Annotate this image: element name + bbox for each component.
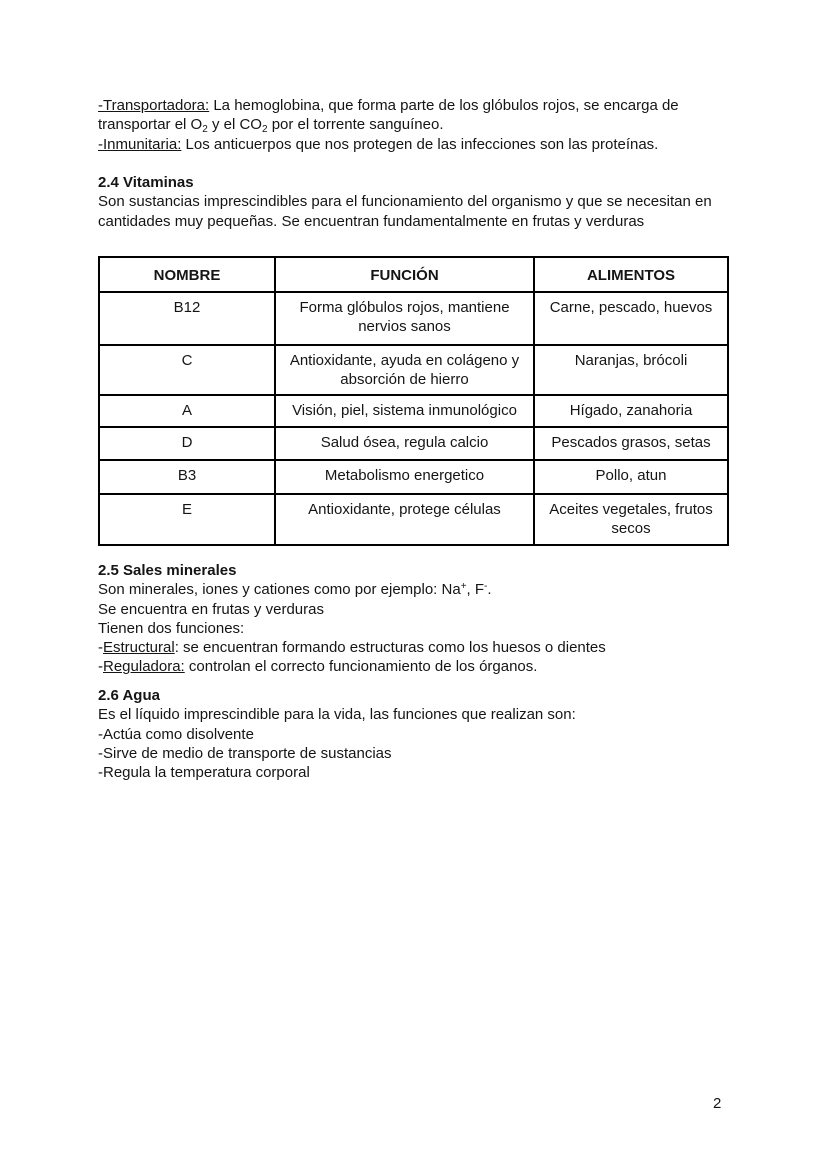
cell-nombre-b3: B3 [99,460,275,494]
paragraph-inmunitaria [98,135,734,154]
vitamins-table [98,256,729,546]
cell-nombre-b12: B12 [99,292,275,345]
text-reguladora: controlan el correcto funcionamiento de los órganos. [184,658,538,676]
paragraph-minerales-ejemplo [98,580,734,599]
cell-funcion-c: Antioxidante, ayuda en colágeno y absorción de hierro [275,345,534,395]
table-row-d [99,427,728,460]
cell-alimentos-e: Aceites vegetales, frutos secos [534,494,728,545]
table-row-c [99,345,728,395]
cell-alimentos-d: Pescados grasos, setas [534,427,728,460]
section-sales-minerales [98,561,734,677]
cell-alimentos-a: Hígado, zanahoria [534,395,728,427]
cell-funcion-a: Visión, piel, sistema inmunológico [275,395,534,427]
cell-funcion-d: Salud ósea, regula calcio [275,427,534,460]
cell-funcion-b3: Metabolismo energetico [275,460,534,494]
page-number: 2 [713,1095,722,1112]
superscript-na-plus: + [460,581,467,593]
paragraph-reguladora [98,657,734,676]
heading-agua: 2.6 Agua [98,687,160,704]
superscript-f-minus: - [484,581,488,593]
text-transportadora-line1: La hemoglobina, que forma parte de los glóbulos rojos, se encarga de [209,97,679,114]
vitamins-table-header-row [99,257,728,292]
heading-vitaminas: 2.4 Vitaminas [98,174,194,191]
cell-funcion-e: Antioxidante, protege células [275,494,534,545]
text-minerales-post: . [487,581,492,599]
underlined-term-transportadora: -Transportadora: [98,97,210,114]
cell-funcion-b12: Forma glóbulos rojos, mantiene nervios sanos [275,292,534,345]
table-header-funcion: FUNCIÓN [275,257,534,292]
cell-nombre-d: D [99,427,275,460]
text-estructural-prefix: - [98,639,103,657]
paragraph-agua-transporte: -Sirve de medio de transporte de sustancias [98,744,392,762]
table-row-e [99,494,728,545]
heading-sales-minerales: 2.5 Sales minerales [98,562,237,579]
cell-alimentos-b3: Pollo, atun [534,460,728,494]
table-header-nombre: NOMBRE [99,257,275,292]
section-vitaminas [98,173,734,231]
underlined-term-inmunitaria: -Inmunitaria: [98,135,182,153]
cell-alimentos-c: Naranjas, brócoli [534,345,728,395]
subscript-co2: 2 [261,124,268,136]
cell-nombre-c: C [99,345,275,395]
underlined-term-estructural: Estructural [103,639,175,657]
table-row-a [99,395,728,427]
table-row-b12 [99,292,728,345]
text-transportadora-line2-pre: transportar el O [98,116,203,134]
text-minerales-pre: Son minerales, iones y cationes como por ejemplo: Na [98,581,461,599]
table-header-alimentos: ALIMENTOS [534,257,728,292]
cell-nombre-e: E [99,494,275,545]
paragraph-transportadora [98,96,734,135]
text-estructural: : se encuentran formando estructuras como los huesos o dientes [174,639,606,657]
text-inmunitaria: Los anticuerpos que nos protegen de las infecciones son las proteínas. [181,135,659,153]
paragraph-minerales-funciones: Tienen dos funciones: [98,619,245,637]
text-transportadora-line2-mid: y el CO [207,116,262,134]
text-transportadora-line2-post: por el torrente sanguíneo. [267,116,444,134]
cell-alimentos-b12: Carne, pescado, huevos [534,292,728,345]
subscript-o2: 2 [202,124,208,136]
section-agua [98,686,734,782]
paragraph-agua-temperatura: -Regula la temperatura corporal [98,764,310,782]
underlined-term-reguladora: Reguladora: [103,658,185,676]
cell-nombre-a: A [99,395,275,427]
text-minerales-mid: , F [466,581,485,599]
text-reguladora-prefix: - [98,658,103,676]
paragraph-minerales-fuente: Se encuentra en frutas y verduras [98,600,324,618]
paragraph-estructural [98,638,734,657]
text-vitaminas-line1: Son sustancias imprescindibles para el funcionamiento del organismo y que se necesitan en [98,193,712,211]
paragraph-agua-disolvente: -Actúa como disolvente [98,725,254,743]
text-vitaminas-line2: cantidades muy pequeñas. Se encuentran fundamentalmente en frutas y verduras [98,212,645,230]
paragraph-vitaminas-body [98,192,734,231]
paragraph-agua-intro: Es el líquido imprescindible para la vida, las funciones que realizan son: [98,706,576,724]
table-row-b3 [99,460,728,494]
section-protein-functions [98,96,734,154]
